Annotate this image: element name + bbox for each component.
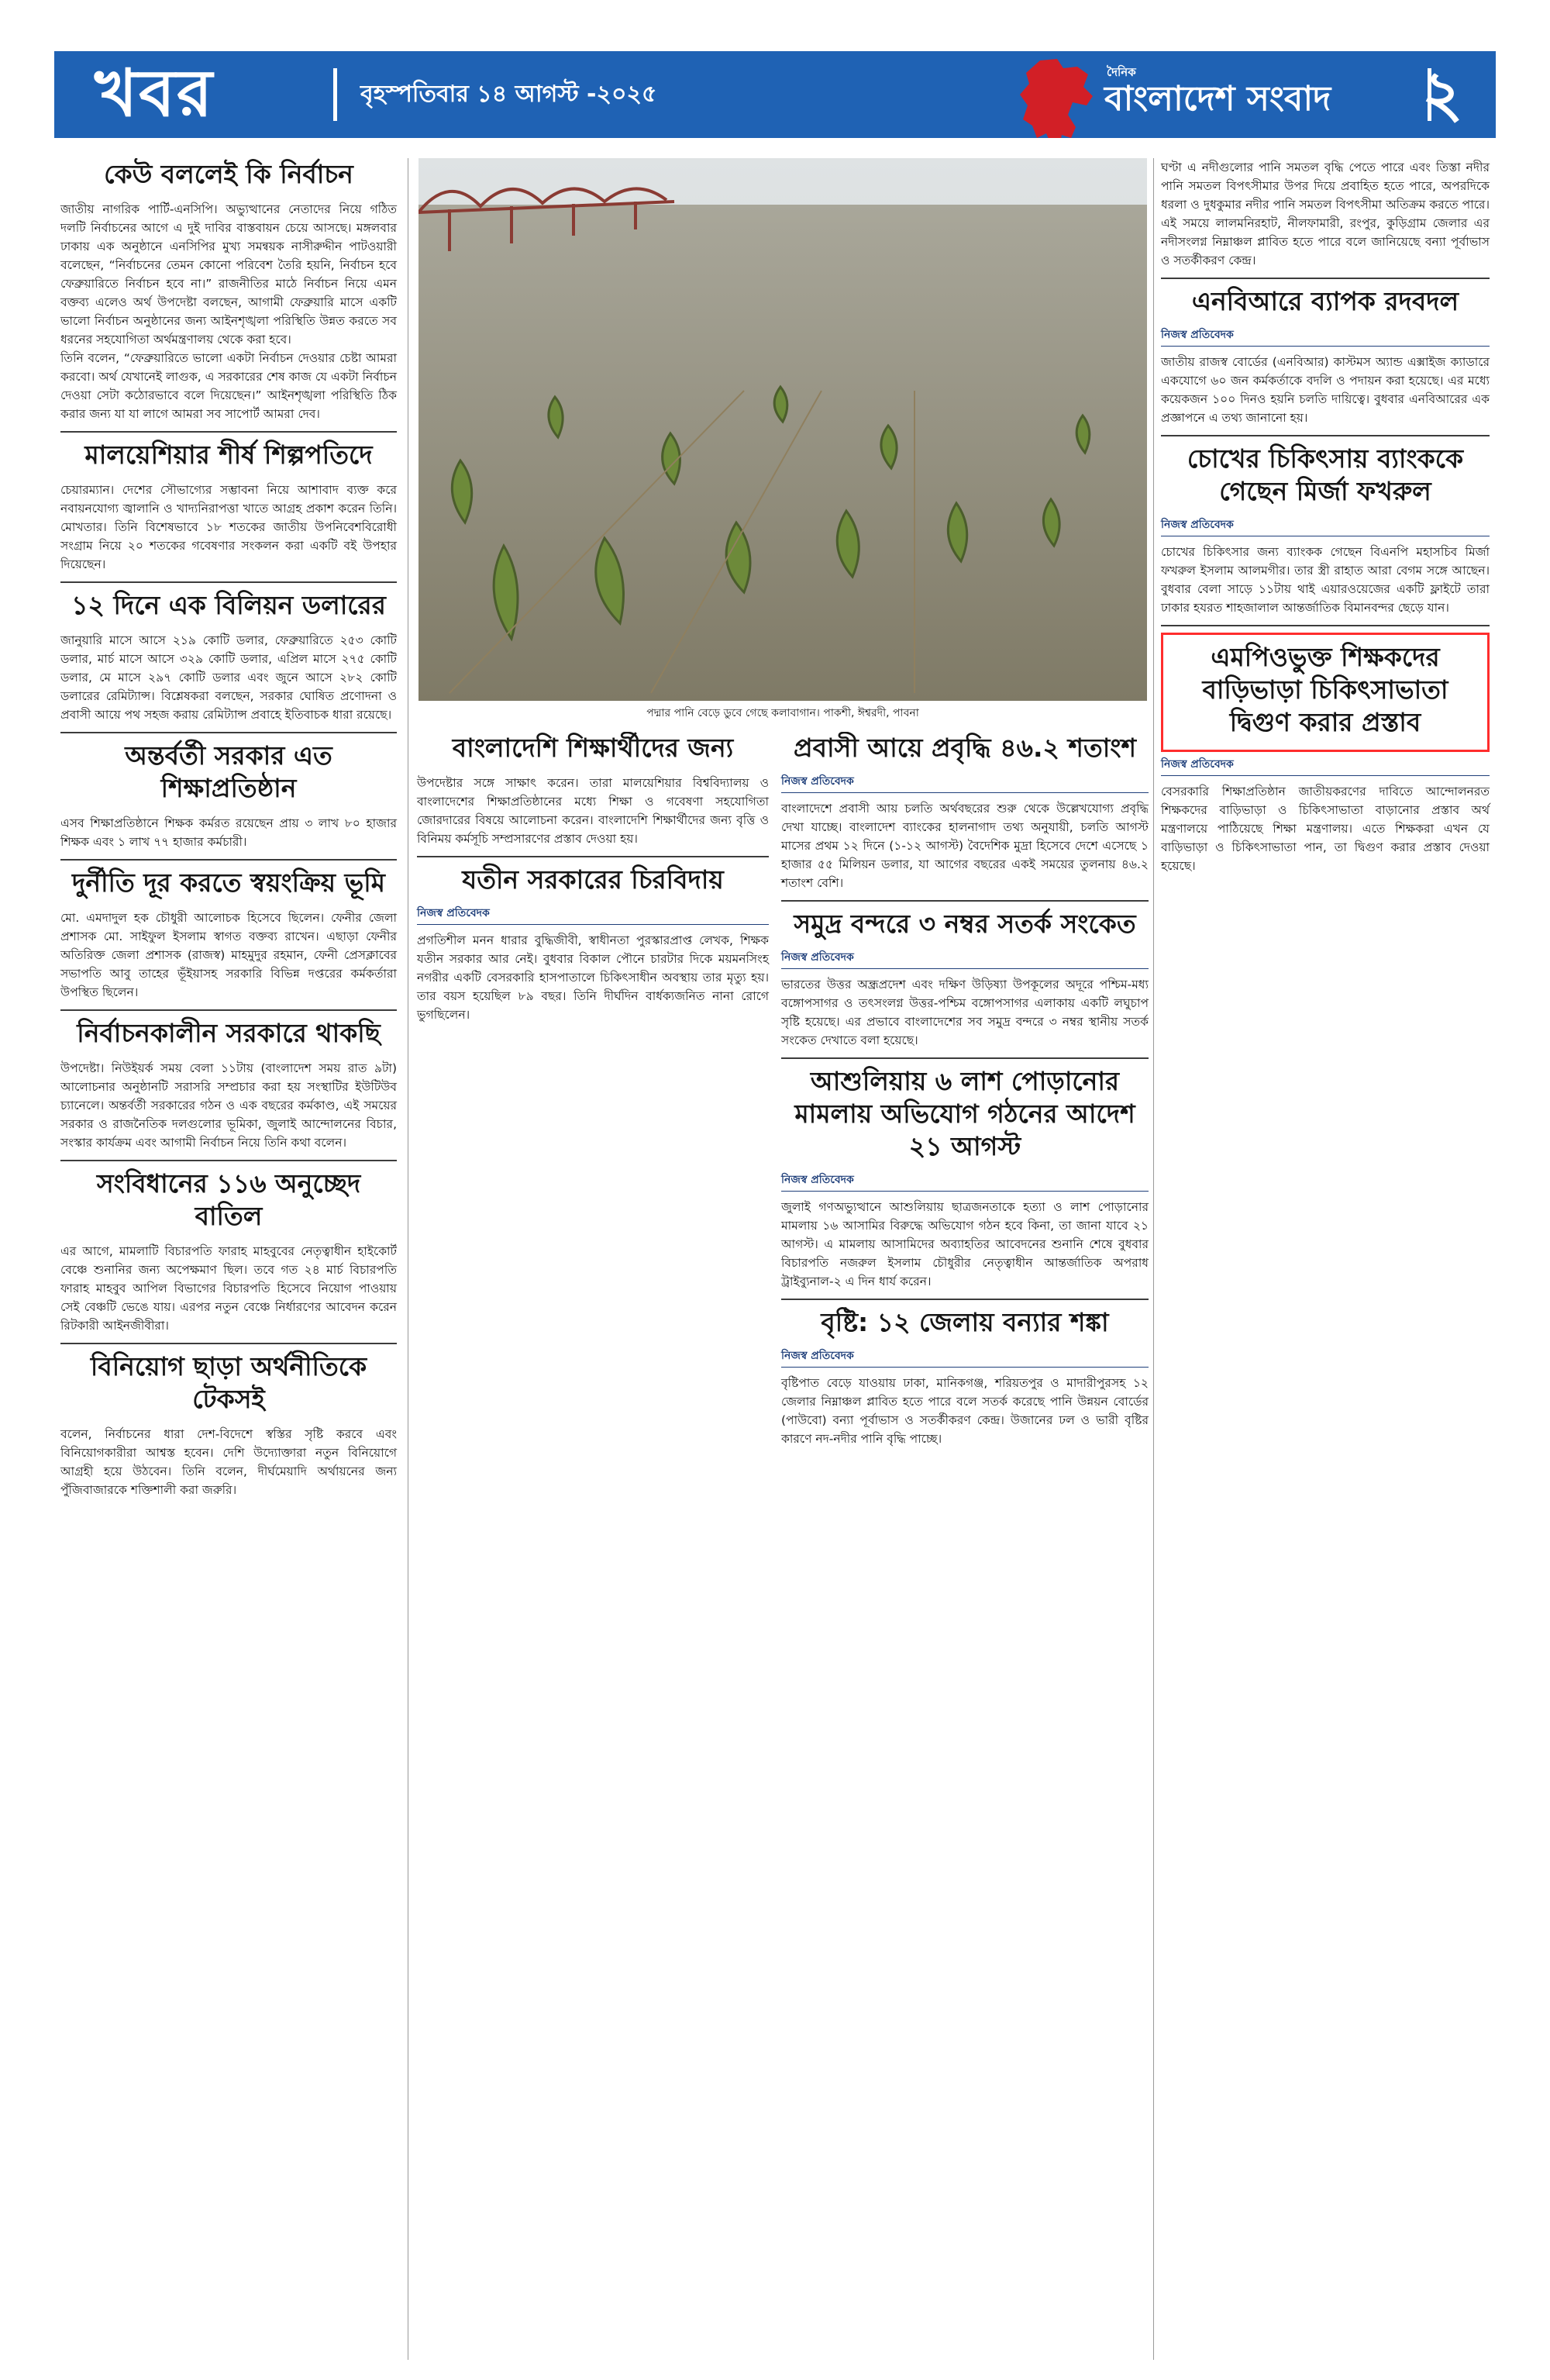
- page-number: ২: [1421, 57, 1463, 131]
- article-river: [1161, 158, 1493, 270]
- article-caretaker: [60, 1009, 401, 1152]
- byline: নিজস্ব প্রতিবেদক: [781, 1348, 1149, 1368]
- byline: নিজস্ব প্রতিবেদক: [781, 774, 1149, 793]
- article-body: জাতীয় নাগরিক পার্টি-এনসিপি। অভ্যুত্থানের নেতাদের নিয়ে গঠিত দলটি নির্বাচনের আগে এ দুই দাবির বাস্তবায়ন চেয়ে আসছে। মঙ্গলবার ঢাকায় এক অনুষ্ঠানে এনসিপির মুখ্য সমন্বয়ক নাসীরুদ্দীন পাটওয়ারী বলেছেন, “নির্বাচনের তেমন কোনো পরিবেশ তৈরি হয়নি, নির্বাচন হবে ফেব্রুয়ারিতে নির্বাচন হবে না।” রাজনীতির মাঠে নির্বাচন নিয়ে এমন বক্তব্য এলেও অর্থ উপদেষ্টা বলছেন, আগামী ফেব্রুয়ারি মাসে একটি ভালো নির্বাচন অনুষ্ঠানের জন্য আইনশৃঙ্খলা পরিস্থিতি উন্নত করতে সব ধরনের সহযোগিতা অর্থমন্ত্রণালয় থেকে করা হবে। তিনি বলেন, “ফেব্রুয়ারিতে ভালো একটা নির্বাচন দেওয়ার চেষ্টা আমরা করবো। অর্থ যেখানেই লাগুক, এ সরকারের শেষ কাজ যে একটা নির্বাচন দেওয়া সেটা কঠোরভাবে বলে দিয়েছেন।” আইনশৃঙ্খলা পরিস্থিতি ঠিক করার জন্য যা যা লাগে আমরা সব সাপোর্ট আমরা দেব।: [60, 202, 397, 421]
- column-left: [54, 158, 403, 2360]
- headline: বাংলাদেশি শিক্ষার্থীদের জন্য: [452, 733, 734, 763]
- headline: নির্বাচনকালীন সরকারে থাকছি: [77, 1018, 381, 1048]
- headline: অন্তর্বর্তী সরকার এত শিক্ষাপ্রতিষ্ঠান: [125, 740, 332, 803]
- article-jatin: [417, 856, 773, 1024]
- headline: বৃষ্টি: ১২ জেলায় বন্যার শঙ্কা: [821, 1307, 1109, 1337]
- headline: এনবিআরে ব্যাপক রদবদল: [1191, 286, 1459, 316]
- article-body: জানুয়ারি মাসে আসে ২১৯ কোটি ডলার, ফেব্রুয়ারিতে ২৫৩ কোটি ডলার, মার্চ মাসে আসে ৩২৯ কোটি ডলার, এপ্রিল মাসে ২৭৫ কোটি ডলার, মে মাসে ২৯৭ কোটি ডলার এবং জুনে আসে ২৮২ কোটি ডলারের রেমিট্যান্স। বিশ্লেষকরা বলছেন, সরকার ঘোষিত প্রণোদনা ও প্রবাসী আয়ে পথ সহজ করায় রেমিট্যান্স প্রবাহে ইতিবাচক ধারা রয়েছে।: [60, 633, 401, 722]
- newspaper-brand: বাংলাদেশ সংবাদ: [1104, 79, 1331, 119]
- article-malaysia: [60, 431, 401, 574]
- article-body: এসব শিক্ষাপ্রতিষ্ঠানে শিক্ষক কর্মরত রয়েছেন প্রায় ৩ লাখ ৮০ হাজার শিক্ষক এবং ১ লাখ ৭৭ হাজার কর্মচারী।: [60, 816, 401, 849]
- article-investment: [60, 1343, 401, 1499]
- byline: নিজস্ব প্রতিবেদক: [1161, 327, 1490, 347]
- article-body: জুলাই গণঅভ্যুত্থানে আশুলিয়ায় ছাত্রজনতাকে হত্যা ও লাশ পোড়ানোর মামলায় ১৬ আসামির বিরুদ্ধে অভিযোগ গঠন হবে কিনা, তা জানা যাবে ২১ আগস্ট। এ মামলায় আসামিদের অব্যাহতির আবেদনের শুনানি শেষে বুধবার বিচারপতি নজরুল ইসলাম চৌধুরীর নেতৃত্বাধীন আন্তর্জাতিক অপরাধ ট্রাইব্যুনাল-২ এ দিন ধার্য করেন।: [781, 1200, 1152, 1288]
- article-corruption: [60, 859, 401, 1002]
- article-arson: [781, 1057, 1152, 1291]
- photo-caption: পদ্মার পানি বেড়ে ডুবে গেছে কলাবাগান। পাকশী, ঈশ্বরদী, পাবনা: [646, 707, 919, 719]
- article-body: মো. এমদাদুল হক চৌধুরী আলোচক হিসেবে ছিলেন। ফেনীর জেলা প্রশাসক মো. সাইফুল ইসলাম স্বাগত বক্তব্য রাখেন। এছাড়া ফেনীর অতিরিক্ত জেলা প্রশাসক (রাজস্ব) মাহমুদুর রহমান, ফেনী প্রেসক্লাবের সভাপতি আবু তাহের ভূঁইয়াসহ সরকারি বিভিন্ন দপ্তরের কর্মকর্তারা উপস্থিত ছিলেন।: [60, 911, 401, 999]
- headline-box: [1161, 633, 1490, 752]
- article-body: ভারতের উত্তর অন্ধ্রপ্রদেশ এবং দক্ষিণ উড়িষ্যা উপকূলের অদূরে পশ্চিম-মধ্য বঙ্গোপসাগর ও তৎসংলগ্ন উত্তর-পশ্চিম বঙ্গোপসাগর এলাকায় একটি লঘুচাপ সৃষ্টি হয়েছে। এর প্রভাবে বাংলাদেশের সব সমুদ্র বন্দরে ৩ নম্বর স্থানীয় সতর্ক সংকেত দেখাতে বলা হয়েছে।: [781, 978, 1152, 1047]
- article-body: বেসরকারি শিক্ষাপ্রতিষ্ঠান জাতীয়করণের দাবিতে আন্দোলনরত শিক্ষকদের বাড়িভাড়া ও চিকিৎসাভাতা বাড়ানোর প্রস্তাব অর্থ মন্ত্রণালয়ে পাঠিয়েছে শিক্ষা মন্ত্রণালয়। এতে শিক্ষকরা এখন যে বাড়িভাড়া ও চিকিৎসাভাতা পান, তা দ্বিগুণ করার প্রস্তাব দেওয়া হয়েছে।: [1161, 785, 1493, 873]
- article-article116: [60, 1160, 401, 1335]
- article-body: চোখের চিকিৎসার জন্য ব্যাংকক গেছেন বিএনপি মহাসচিব মির্জা ফখরুল ইসলাম আলমগীর। তার স্ত্রী রাহাত আরা বেগম সঙ্গে আছেন। বুধবার বেলা সাড়ে ১১টায় থাই এয়ারওয়েজের একটি ফ্লাইটে তারা ঢাকার হযরত শাহজালাল আন্তর্জাতিক বিমানবন্দর ছেড়ে যান।: [1161, 545, 1493, 615]
- article-interim: [60, 732, 401, 851]
- article-body: প্রগতিশীল মনন ধারার বুদ্ধিজীবী, স্বাধীনতা পুরস্কারপ্রাপ্ত লেখক, শিক্ষক যতীন সরকার আর নেই। বুধবার বিকাল পৌনে চারটার দিকে ময়মনসিংহ নগরীর একটি বেসরকারি হাসপাতালে চিকিৎসাধীন অবস্থায় তার মৃত্যু হয়। তার বয়স হয়েছিল ৮৯ বছর। তিনি দীর্ঘদিন বার্ধক্যজনিত নানা রোগে ভুগছিলেন।: [417, 933, 773, 1022]
- article-nbr: [1161, 278, 1493, 427]
- headline: যতীন সরকারের চিরবিদায়: [462, 864, 724, 895]
- masthead: [54, 51, 1496, 138]
- headline: প্রবাসী আয়ে প্রবৃদ্ধি ৪৬.২ শতাংশ: [793, 733, 1137, 763]
- headline: মালয়েশিয়ার শীর্ষ শিল্পপতিদে: [84, 440, 373, 470]
- article-body: চেয়ারম্যান। দেশের সৌভাগ্যের সম্ভাবনা নিয়ে আশাবাদ ব্যক্ত করে নবায়নযোগ্য জ্বালানি ও খাদ্যনিরাপত্তা খাতে আগ্রহ প্রকাশ করেন তিনি। মোখতার। তিনি বিশেষভাবে ১৮ শতকের জাতীয় উপনিবেশবিরোধী সংগ্রাম নিয়ে ২০ শতকের গবেষণার সংকলন করা একটি বই উপহার দিয়েছেন।: [60, 483, 401, 571]
- byline: নিজস্ব প্রতিবেদক: [417, 905, 769, 925]
- article-billion: [60, 581, 401, 724]
- headline: দুর্নীতি দূর করতে স্বয়ংক্রিয় ভূমি: [72, 867, 385, 898]
- article-body: এর আগে, মামলাটি বিচারপতি ফারাহ মাহবুবের নেতৃত্বাধীন হাইকোর্ট বেঞ্চে শুনানির জন্য অপেক্ষমাণ ছিল। তবে গত ২৪ মার্চ বিচারপতি ফারাহ মাহবুব আপিল বিভাগের বিচারপতি হিসেবে নিয়োগ পাওয়ায় সেই বেঞ্চটি ভেঙে যায়। এরপর নতুন বেঞ্চে নির্ধারণের আবেদন করেন রিটকারী আইনজীবীরা।: [60, 1244, 401, 1333]
- byline: নিজস্ব প্রতিবেদক: [781, 1172, 1149, 1192]
- column-center-right: [775, 732, 1155, 2360]
- article-body: উপদেষ্টা। নিউইয়র্ক সময় বেলা ১১টায় (বাংলাদেশ সময় রাত ৯টা) আলোচনার অনুষ্ঠানটি সরাসরি সম্প্রচার করা হয় সংস্থাটির ইউটিউব চ্যানেলে। অন্তর্বর্তী সরকারের গঠন ও এক বছরের কর্মকাণ্ড, এই সময়ের সরকার ও রাজনৈতিক দলগুলোর ভূমিকা, জুলাই আন্দোলনের বিচার, সংস্কার কার্যক্রম এবং আগামী নির্বাচন নিয়ে তিনি কথা বলেন।: [60, 1061, 401, 1150]
- article-body: বাংলাদেশে প্রবাসী আয় চলতি অর্থবছরের শুরু থেকে উল্লেখযোগ্য প্রবৃদ্ধি দেখা যাচ্ছে। বাংলাদেশ ব্যাংকের হালনাগাদ তথ্য অনুযায়ী, চলতি আগস্ট মাসের প্রথম ১২ দিনে (১-১২ আগস্ট) বৈদেশিক মুদ্রা হিসেবে দেশে এসেছে ১ হাজার ৫৫ মিলিয়ন ডলার, যা আগের বছরের একই সময়ের তুলনায় ৪৬.২ শতাংশ বেশি।: [781, 802, 1152, 890]
- column-right: [1155, 158, 1496, 2360]
- headline: সংবিধানের ১১৬ অনুচ্ছেদ বাতিল: [96, 1168, 361, 1231]
- article-body: জাতীয় রাজস্ব বোর্ডের (এনবিআর) কাস্টমস অ্যান্ড এক্সাইজ ক্যাডারে একযোগে ৬০ জন কর্মকর্তাকে বদলি ও পদায়ন করা হয়েছে। এর মধ্যে কয়েকজন ১০০ দিনও হয়নি চলতি দায়িত্বে। বুধবার এনবিআরের এক প্রজ্ঞাপনে এ তথ্য জানানো হয়।: [1161, 355, 1493, 425]
- headline: এমপিওভুক্ত শিক্ষকদের বাড়িভাড়া চিকিৎসাভাতা দ্বিগুণ করার প্রস্তাব: [1202, 642, 1448, 737]
- column-center-left: [411, 732, 775, 2360]
- article-body: বলেন, নির্বাচনের ধারা দেশ-বিদেশে স্বস্তির সৃষ্টি করবে এবং বিনিয়োগকারীরা আশ্বস্ত হবেন। দেশি উদ্যোক্তারা নতুন বিনিয়োগে আগ্রহী হয়ে উঠবেন। তিনি বলেন, দীর্ঘমেয়াদি অর্থায়নের জন্য পুঁজিবাজারকে শক্তিশালী করা জরুরি।: [60, 1427, 401, 1497]
- section-title: খবর: [95, 55, 215, 131]
- article-students: [417, 732, 773, 848]
- headline: সমুদ্র বন্দরে ৩ নম্বর সতর্ক সংকেত: [794, 909, 1136, 939]
- issue-date: বৃহস্পতিবার ১৪ আগস্ট -২০২৫: [360, 81, 657, 108]
- masthead-divider: [333, 68, 337, 121]
- article-body: উপদেষ্টার সঙ্গে সাক্ষাৎ করেন। তারা মালয়েশিয়ার বিশ্ববিদ্যালয় ও বাংলাদেশের শিক্ষাপ্রতিষ্ঠানের মধ্যে শিক্ষা ও গবেষণা সহযোগিতা জোরদারের বিষয়ে আলোচনা করেন। বাংলাদেশি শিক্ষার্থীদের জন্য বৃত্তি ও বিনিময় কর্মসূচি সম্প্রসারণের প্রস্তাব দেওয়া হয়।: [417, 776, 773, 846]
- article-signal: [781, 900, 1152, 1050]
- headline: ১২ দিনে এক বিলিয়ন ডলারের: [71, 590, 386, 620]
- article-body: বৃষ্টিপাত বেড়ে যাওয়ায় ঢাকা, মানিকগঞ্জ, শরিয়তপুর ও মাদারীপুরসহ ১২ জেলার নিম্নাঞ্চল প্লাবিত হতে পারে বলে সতর্ক করেছে পানি উন্নয়ন বোর্ডের (পাউবো) বন্যা পূর্বাভাস ও সতর্কীকরণ কেন্দ্র। উজানের ঢল ও ভারী বৃষ্টির কারণে নদ-নদীর পানি বৃদ্ধি পাচ্ছে।: [781, 1376, 1152, 1446]
- headline: কেউ বললেই কি নির্বাচন: [104, 159, 353, 189]
- headline: বিনিয়োগ ছাড়া অর্থনীতিকে টেকসই: [90, 1351, 367, 1414]
- brand-daily-label: দৈনিক: [1107, 65, 1136, 79]
- article-remittance: [781, 732, 1152, 892]
- article-fakhrul: [1161, 435, 1493, 617]
- article-nirbachon: [60, 158, 397, 423]
- article-flood: [781, 1299, 1152, 1448]
- byline: নিজস্ব প্রতিবেদক: [1161, 757, 1490, 776]
- headline: আশুলিয়ায় ৬ লাশ পোড়ানোর মামলায় অভিযোগ গঠনের আদেশ ২১ আগস্ট: [794, 1066, 1135, 1161]
- headline: চোখের চিকিৎসায় ব্যাংককে গেছেন মির্জা ফখরুল: [1187, 443, 1464, 506]
- banana-field-photo: [418, 158, 1147, 701]
- byline: নিজস্ব প্রতিবেদক: [1161, 517, 1490, 536]
- article-body: ঘণ্টা এ নদীগুলোর পানি সমতল বৃদ্ধি পেতে পারে এবং তিস্তা নদীর পানি সমতল বিপৎসীমার উপর দিয়ে প্রবাহিত হতে পারে, অপরদিকে ধরলা ও দুধকুমার নদীর পানি সমতল বিপৎসীমা অতিক্রম করতে পারে। এই সময়ে লালমনিরহাট, নীলফামারী, রংপুর, কুড়িগ্রাম জেলার এর নদীসংলগ্ন নিম্নাঞ্চল প্লাবিত হতে পারে বলে জানিয়েছে বন্যা পূর্বাভাস ও সতর্কীকরণ কেন্দ্র।: [1161, 160, 1493, 267]
- bangladesh-map-icon: [1017, 57, 1098, 138]
- article-mpo: [1161, 625, 1493, 875]
- byline: নিজস্ব প্রতিবেদক: [781, 950, 1149, 969]
